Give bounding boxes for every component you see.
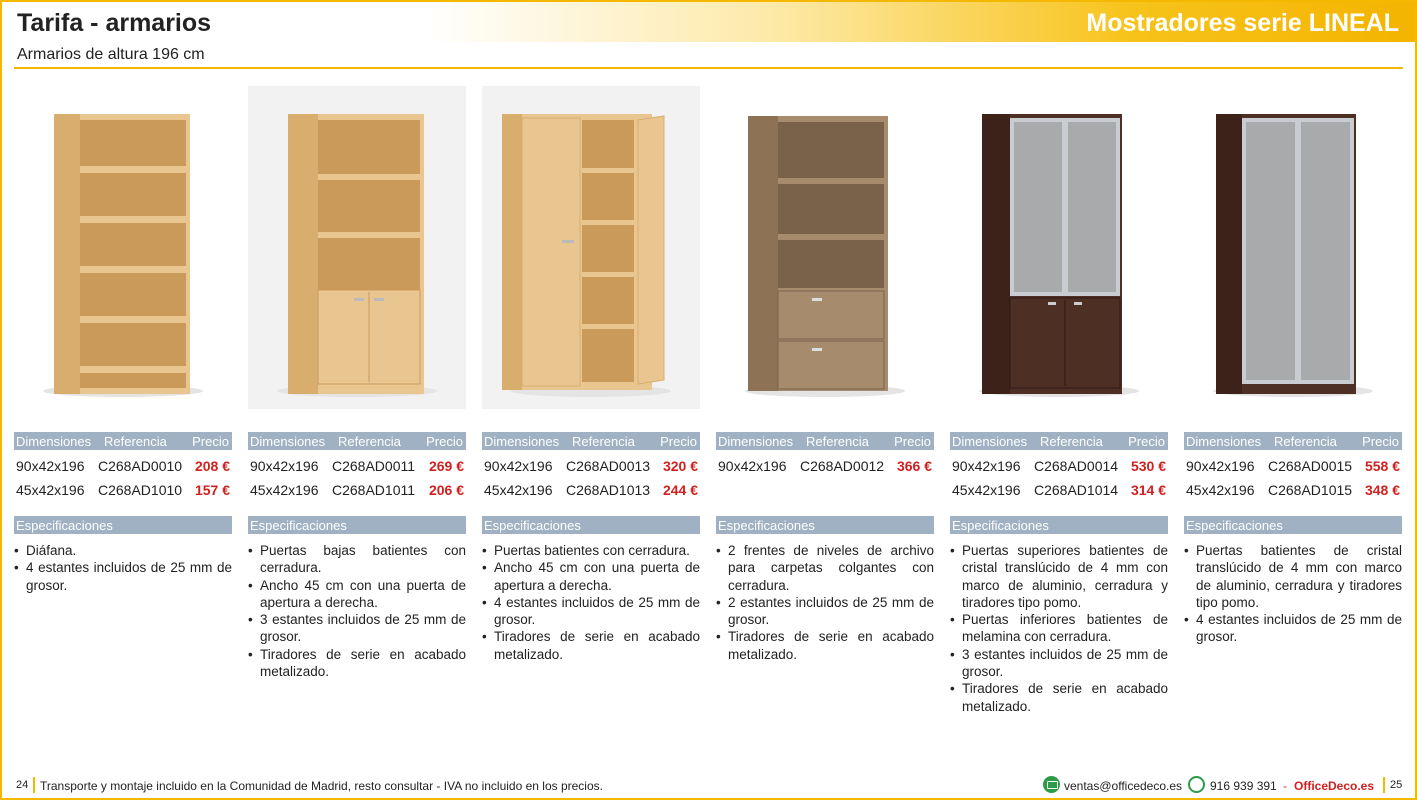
price-row [950,456,1168,478]
mail-icon [1043,776,1060,793]
price-header: Precio [426,434,463,449]
spec-item: • Ancho 45 cm con una puerta de apertura a derecha. [248,577,466,612]
row-dimensions: 45x42x196 [250,482,319,498]
spec-list [716,542,934,663]
row-price: 244 € [662,482,698,498]
specs-header: Especificaciones [950,516,1168,534]
footer-email[interactable]: ventas@officedeco.es [1064,779,1183,793]
spec-item: • 2 estantes incluidos de 25 mm de grosor. [716,594,934,629]
footer-brand[interactable]: OfficeDeco.es [1294,779,1375,793]
spec-item: • 3 estantes incluidos de 25 mm de grosor. [248,611,466,646]
specs-header: Especificaciones [248,516,466,534]
price-header: Precio [192,434,229,449]
row-reference: C268AD1015 [1268,482,1353,498]
price-row [716,456,934,478]
reference-header: Referencia [104,434,167,449]
row-reference: C268AD0013 [566,458,651,474]
specs-header: Especificaciones [1184,516,1402,534]
spec-item: • Puertas batientes con cerradura. [482,542,700,559]
spec-item: • Tiradores de serie en acabado metalizado. [716,628,934,663]
dimensions-header: Dimensiones [1186,434,1262,449]
spec-item: • Puertas bajas batientes con cerradura. [248,542,466,577]
dimensions-header: Dimensiones [484,434,560,449]
row-price: 558 € [1364,458,1400,474]
row-price: 530 € [1130,458,1166,474]
spec-list [14,542,232,594]
specs-header: Especificaciones [482,516,700,534]
footer-phone[interactable]: 916 939 391 [1210,779,1277,793]
price-row [14,480,232,502]
product-photo [248,86,466,409]
spec-item: • 3 estantes incluidos de 25 mm de grosor. [950,646,1168,681]
cabinet-image [1184,86,1402,409]
dimensions-header: Dimensiones [250,434,326,449]
reference-header: Referencia [338,434,401,449]
row-reference: C268AD0015 [1268,458,1353,474]
price-header: Precio [1362,434,1399,449]
row-price: 269 € [428,458,464,474]
cabinet-image [14,86,232,409]
price-header: Precio [894,434,931,449]
spec-item: • Puertas superiores batientes de cristal translúcido de 4 mm con marco de aluminio, cerradura y tiradores tipo pomo. [950,542,1168,611]
price-row [1184,456,1402,478]
spec-item: • 2 frentes de niveles de archivo para carpetas colgantes con cerradura. [716,542,934,594]
row-price: 157 € [194,482,230,498]
row-reference: C268AD0010 [98,458,183,474]
reference-header: Referencia [1040,434,1103,449]
row-price: 208 € [194,458,230,474]
spec-item: • Ancho 45 cm con una puerta de apertura a derecha. [482,559,700,594]
row-reference: C268AD1010 [98,482,183,498]
cabinet-image [716,86,934,409]
spec-item: • Puertas inferiores batientes de melamina con cerradura. [950,611,1168,646]
product-photo [716,86,934,409]
price-table-header [716,432,934,450]
footer-dash: - [1283,779,1287,793]
row-price: 314 € [1130,482,1166,498]
row-price: 366 € [896,458,932,474]
price-table-header [14,432,232,450]
row-price: 348 € [1364,482,1400,498]
price-header: Precio [1128,434,1165,449]
price-table-header [248,432,466,450]
subtitle-rule [14,67,1403,69]
footer-note: Transporte y montaje incluido en la Comunidad de Madrid, resto consultar - IVA no incluido en los precios. [40,779,603,793]
price-row [482,456,700,478]
product-photo [1184,86,1402,409]
specs-header: Especificaciones [14,516,232,534]
page-footer [0,772,1417,800]
page-title: Tarifa - armarios [17,9,212,37]
phone-icon [1188,776,1205,793]
row-dimensions: 90x42x196 [250,458,319,474]
row-reference: C268AD0011 [332,458,416,474]
price-table-header [950,432,1168,450]
reference-header: Referencia [806,434,869,449]
price-row [14,456,232,478]
price-row [950,480,1168,502]
spec-item: • Diáfana. [14,542,232,559]
row-reference: C268AD0014 [1034,458,1119,474]
row-reference: C268AD1014 [1034,482,1119,498]
price-header: Precio [660,434,697,449]
row-dimensions: 45x42x196 [484,482,553,498]
price-row [482,480,700,502]
price-row [248,456,466,478]
row-dimensions: 45x42x196 [952,482,1021,498]
spec-list [248,542,466,680]
spec-item: • Tiradores de serie en acabado metalizado. [248,646,466,681]
row-dimensions: 90x42x196 [1186,458,1255,474]
footer-separator [33,777,35,793]
row-price: 206 € [428,482,464,498]
spec-item: • Tiradores de serie en acabado metalizado. [482,628,700,663]
row-reference: C268AD1011 [332,482,416,498]
cabinet-image [248,86,466,409]
product-photo [482,86,700,409]
product-photo [950,86,1168,409]
spec-item: • Puertas batientes de cristal translúcido de 4 mm con marco de aluminio, cerradura y tiradores tipo pomo. [1184,542,1402,611]
product-photo [14,86,232,409]
spec-item: • 4 estantes incluidos de 25 mm de grosor. [14,559,232,594]
page-header [2,2,1415,42]
series-title: Mostradores serie LINEAL [1086,9,1399,37]
page-subtitle: Armarios de altura 196 cm [17,46,205,63]
price-row [248,480,466,502]
cabinet-image [950,86,1168,409]
row-dimensions: 45x42x196 [16,482,85,498]
page-number-left: 24 [16,779,29,791]
price-table-header [1184,432,1402,450]
price-table-header [482,432,700,450]
row-dimensions: 45x42x196 [1186,482,1255,498]
row-dimensions: 90x42x196 [484,458,553,474]
row-dimensions: 90x42x196 [16,458,85,474]
specs-header: Especificaciones [716,516,934,534]
row-reference: C268AD0012 [800,458,885,474]
spec-list [482,542,700,663]
spec-item: • Tiradores de serie en acabado metalizado. [950,680,1168,715]
dimensions-header: Dimensiones [952,434,1028,449]
spec-list [950,542,1168,715]
row-price: 320 € [662,458,698,474]
reference-header: Referencia [572,434,635,449]
row-dimensions: 90x42x196 [718,458,787,474]
spec-item: • 4 estantes incluidos de 25 mm de grosor. [1184,611,1402,646]
cabinet-image [482,86,700,409]
row-reference: C268AD1013 [566,482,651,498]
page-number-right: 25 [1390,779,1403,791]
dimensions-header: Dimensiones [718,434,794,449]
row-dimensions: 90x42x196 [952,458,1021,474]
reference-header: Referencia [1274,434,1337,449]
price-row [1184,480,1402,502]
dimensions-header: Dimensiones [16,434,92,449]
footer-separator [1383,777,1385,793]
spec-list [1184,542,1402,646]
spec-item: • 4 estantes incluidos de 25 mm de grosor. [482,594,700,629]
